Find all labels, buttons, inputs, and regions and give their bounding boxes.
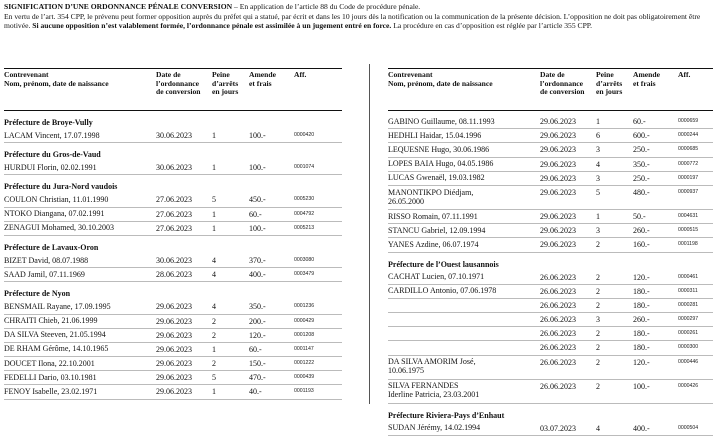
- row-aff: 0001147: [294, 345, 314, 352]
- row-name: SUDAN Jérémy, 14.02.1994: [388, 423, 481, 433]
- row-amende: 60.-: [633, 117, 646, 126]
- row-amende: 180.-: [633, 286, 650, 296]
- header-peine: Peine d’arrêts en jours: [212, 70, 239, 97]
- row-aff: 0000937: [678, 188, 699, 195]
- row-aff: 0000446: [678, 358, 699, 365]
- header-name: Contrevenant Nom, prénom, date de naissance: [388, 70, 493, 88]
- row-peine: 3: [596, 145, 600, 155]
- table-row: [388, 210, 713, 224]
- row-peine: 5: [212, 373, 216, 383]
- table-row: [388, 327, 713, 341]
- row-name: LUCAS Gwenaël, 19.03.1982: [388, 173, 485, 183]
- table-row: [388, 341, 713, 355]
- header-date: Date de l’ordonnance de conversion: [540, 70, 585, 97]
- row-date: 26.06.2023: [540, 381, 576, 391]
- row-peine: 1: [596, 211, 600, 221]
- row-aff: 0001222: [294, 360, 315, 367]
- row-aff: 0000197: [678, 174, 699, 181]
- row-amende: 600.-: [633, 131, 650, 141]
- table-row: [4, 193, 342, 207]
- row-aff: 0000261: [678, 330, 699, 337]
- row-amende: 100.-: [249, 131, 266, 140]
- row-amende: 100.-: [249, 223, 266, 233]
- intro-paragraph: [4, 2, 704, 31]
- row-name: HEDHLI Haidar, 15.04.1996: [388, 130, 482, 140]
- row-amende: 60.-: [249, 344, 262, 354]
- row-amende: 180.-: [633, 343, 650, 353]
- row-peine: 4: [212, 255, 216, 265]
- row-aff: 0000429: [294, 317, 315, 324]
- row-name: COULON Christian, 11.01.1990: [4, 194, 109, 204]
- row-aff: 0000461: [678, 273, 699, 280]
- row-date: 29.06.2023: [540, 211, 576, 221]
- row-date: 29.06.2023: [540, 145, 576, 155]
- row-aff: 0005230: [294, 196, 315, 203]
- intro-title: SIGNIFICATION D’UNE ORDONNANCE PÉNALE CONVERSION: [4, 2, 233, 11]
- row-peine: 5: [212, 195, 216, 205]
- row-aff: 0001193: [294, 388, 314, 395]
- row-aff: 0000685: [678, 146, 699, 153]
- row-date: 27.06.2023: [156, 195, 192, 205]
- row-aff: 0001074: [294, 164, 315, 171]
- row-name: BENSMAIL Rayane, 17.09.1995: [4, 301, 111, 311]
- header-name: Contrevenant Nom, prénom, date de naissance: [4, 70, 109, 88]
- row-date: 27.06.2023: [156, 223, 192, 233]
- row-peine: 3: [596, 226, 600, 236]
- row-aff: 0000297: [678, 316, 699, 323]
- table-row: [4, 357, 342, 371]
- header-amende: Amende et frais: [633, 70, 660, 88]
- table-row: [388, 129, 713, 143]
- row-amende: 40.-: [249, 387, 262, 397]
- table-row: [388, 224, 713, 238]
- row-aff: 0000244: [678, 132, 699, 139]
- row-amende: 160.-: [633, 240, 650, 250]
- row-name: CACHAT Lucien, 07.10.1971: [388, 272, 485, 282]
- table-row: [4, 385, 342, 399]
- row-date: 29.06.2023: [156, 359, 192, 369]
- row-peine: 1: [212, 387, 216, 397]
- row-amende: 480.-: [633, 187, 650, 197]
- row-peine: 1: [212, 223, 216, 233]
- intro-body-2: La procédure en cas d’opposition est réglée par l’article 355 CPP.: [391, 21, 593, 31]
- table-row: [4, 300, 342, 314]
- section-title: Préfecture de Broye-Vully: [4, 118, 93, 127]
- row-amende: 180.-: [633, 329, 650, 339]
- table-row: [388, 115, 713, 129]
- row-aff: 0000311: [678, 287, 698, 294]
- row-amende: 400.-: [633, 423, 650, 433]
- row-aff: 0005213: [294, 224, 315, 231]
- row-date: 29.06.2023: [156, 344, 192, 354]
- intro-title-line: [4, 2, 704, 12]
- row-peine: 2: [212, 316, 216, 326]
- row-date: 29.06.2023: [156, 330, 192, 340]
- row-name: FENOY Isabelle, 23.02.1971: [4, 387, 98, 397]
- row-peine: 6: [596, 131, 600, 141]
- row-aff: 0000504: [678, 424, 699, 431]
- row-name: RISSO Romain, 07.11.1991: [388, 211, 478, 221]
- row-date: 29.06.2023: [540, 117, 576, 126]
- row-peine: 1: [596, 117, 600, 126]
- row-amende: 350.-: [249, 302, 266, 312]
- table-row: [4, 222, 342, 236]
- row-amende: 350.-: [633, 159, 650, 169]
- row-name: MANONTIKPO Diédjam, 26.05.2000: [388, 187, 474, 206]
- row-aff: 0000772: [678, 160, 699, 167]
- row-date: 29.06.2023: [156, 302, 192, 312]
- row-amende: 400.-: [249, 270, 266, 280]
- row-amende: 260.-: [633, 226, 650, 236]
- row-peine: 2: [596, 272, 600, 282]
- header-peine: Peine d’arrêts en jours: [596, 70, 623, 97]
- table-row: [388, 186, 713, 210]
- row-date: 26.06.2023: [540, 272, 576, 282]
- row-date: 26.06.2023: [540, 343, 576, 353]
- row-name: SAAD Jamil, 07.11.1969: [4, 269, 85, 279]
- row-peine: 1: [212, 131, 216, 140]
- row-date: 29.06.2023: [540, 173, 576, 183]
- row-amende: 120.-: [249, 330, 266, 340]
- row-aff: 0004792: [294, 210, 315, 217]
- row-date: 26.06.2023: [540, 300, 576, 310]
- row-amende: 250.-: [633, 145, 650, 155]
- row-amende: 250.-: [633, 173, 650, 183]
- table-row: [388, 143, 713, 157]
- table-row: [388, 356, 713, 380]
- row-peine: 4: [212, 302, 216, 312]
- row-aff: 0001198: [678, 241, 698, 248]
- row-aff: 0001208: [294, 331, 315, 338]
- row-date: 29.06.2023: [540, 226, 576, 236]
- row-date: 30.06.2023: [156, 163, 192, 173]
- row-name: YANES Azdine, 06.07.1974: [388, 239, 479, 249]
- row-peine: 1: [212, 163, 216, 173]
- row-peine: 1: [212, 209, 216, 219]
- table-row: [4, 208, 342, 222]
- row-name: LOPES BAIA Hugo, 04.05.1986: [388, 159, 494, 169]
- section-title: Préfecture de Lavaux-Oron: [4, 242, 99, 252]
- header-date: Date de l’ordonnance de conversion: [156, 70, 201, 97]
- table-row: [388, 238, 713, 252]
- row-amende: 50.-: [633, 211, 646, 221]
- row-amende: 260.-: [633, 315, 650, 325]
- right-column: [388, 68, 713, 436]
- row-peine: 2: [596, 300, 600, 310]
- row-peine: 3: [596, 315, 600, 325]
- row-date: 29.06.2023: [156, 316, 192, 326]
- intro-body: [4, 12, 704, 31]
- row-peine: 1: [212, 344, 216, 354]
- table-row: [388, 285, 713, 299]
- section-title: Préfecture du Jura-Nord vaudois: [4, 182, 118, 192]
- row-peine: 2: [596, 357, 600, 367]
- section-title: Préfecture de l’Ouest lausannois: [388, 259, 499, 269]
- table-row: [4, 371, 342, 385]
- table-row: [4, 315, 342, 329]
- row-name: GABINO Guillaume, 08.11.1993: [388, 116, 495, 126]
- row-peine: 2: [212, 330, 216, 340]
- row-name: BIZET David, 08.07.1988: [4, 255, 89, 265]
- row-aff: 0000439: [294, 374, 315, 381]
- row-name: DE RHAM Gérôme, 14.10.1965: [4, 344, 109, 354]
- header-aff: Aff.: [294, 70, 307, 79]
- row-peine: 4: [212, 270, 216, 280]
- table-row: [4, 161, 342, 175]
- row-aff: 0000281: [678, 301, 699, 308]
- row-date: 26.06.2023: [540, 357, 576, 367]
- table-row: [388, 271, 713, 285]
- section-title: Préfecture du Gros-de-Vaud: [4, 150, 101, 160]
- row-aff: 0001236: [294, 303, 315, 310]
- row-peine: 2: [596, 343, 600, 353]
- row-peine: 2: [596, 381, 600, 391]
- table-header: [388, 68, 713, 111]
- intro-body-bold: Si aucune opposition n’est valablement formée, l’ordonnance pénale est assimilée à un jugement entré en force.: [32, 21, 392, 31]
- row-aff: 0000659: [678, 118, 699, 124]
- row-name: FEDELLI Dario, 03.10.1981: [4, 372, 97, 382]
- table-row: [388, 380, 713, 404]
- table-row: [4, 129, 342, 143]
- table-row: [4, 329, 342, 343]
- section-title: Préfecture Riviera-Pays d’Enhaut: [388, 410, 505, 420]
- table-row: [388, 158, 713, 172]
- row-aff: 0000426: [678, 382, 699, 389]
- row-aff: 0000515: [678, 227, 699, 234]
- row-date: 03.07.2023: [540, 423, 576, 433]
- row-name: CARDILLO Antonio, 07.06.1978: [388, 286, 497, 296]
- intro-title-tail: – En application de l’article 88 du Code de procédure pénale.: [232, 2, 421, 11]
- row-peine: 3: [596, 173, 600, 183]
- row-date: 29.06.2023: [540, 187, 576, 197]
- table-row: [388, 313, 713, 327]
- row-date: 29.06.2023: [156, 373, 192, 383]
- row-name: DA SILVA Steeven, 21.05.1994: [4, 330, 106, 340]
- table-row: [388, 299, 713, 313]
- row-name: LACAM Vincent, 17.07.1998: [4, 130, 100, 140]
- row-name: SILVA FERNANDES Iderline Patricia, 23.03.2001: [388, 381, 480, 400]
- column-divider: [369, 64, 370, 404]
- row-name: ZENAGUI Mohamed, 30.10.2003: [4, 223, 114, 233]
- row-aff: 0003080: [294, 256, 315, 263]
- row-date: 26.06.2023: [540, 286, 576, 296]
- row-date: 29.06.2023: [540, 240, 576, 250]
- left-column: [4, 68, 342, 400]
- row-name: NTOKO Diangana, 07.02.1991: [4, 209, 105, 219]
- row-peine: 4: [596, 423, 600, 433]
- row-aff: 0000300: [678, 344, 699, 351]
- row-peine: 5: [596, 187, 600, 197]
- intro-body-1: En vertu de l’art. 354 CPP, le prévenu peut former opposition auprès du préfet qui a statué, par écrit et dans les 10 jours dès la notification ou la communication de la présente décision. L’opposition ne doit pas obligatoirement être motivée.: [4, 11, 701, 31]
- row-date: 26.06.2023: [540, 329, 576, 339]
- row-peine: 4: [596, 159, 600, 169]
- row-amende: 450.-: [249, 195, 266, 205]
- row-date: 29.06.2023: [540, 131, 576, 141]
- section-title: Préfecture de Nyon: [4, 289, 71, 299]
- row-aff: 0003479: [294, 271, 315, 278]
- row-date: 30.06.2023: [156, 255, 192, 265]
- row-peine: 2: [596, 240, 600, 250]
- row-date: 27.06.2023: [156, 209, 192, 219]
- row-name: CHRAITI Chieb, 21.06.1999: [4, 316, 98, 326]
- row-amende: 150.-: [249, 359, 266, 369]
- row-date: 26.06.2023: [540, 315, 576, 325]
- row-peine: 2: [212, 359, 216, 369]
- table-row: [388, 172, 713, 186]
- row-peine: 2: [596, 329, 600, 339]
- table-row: [4, 343, 342, 357]
- row-amende: 180.-: [633, 300, 650, 310]
- row-amende: 370.-: [249, 255, 266, 265]
- row-date: 30.06.2023: [156, 131, 192, 140]
- row-date: 28.06.2023: [156, 270, 192, 280]
- row-name: STANCU Gabriel, 12.09.1994: [388, 225, 486, 235]
- row-name: DOUCET Ilona, 22.10.2001: [4, 358, 95, 368]
- row-peine: 2: [596, 286, 600, 296]
- row-date: 29.06.2023: [156, 387, 192, 397]
- row-aff: 0004631: [678, 212, 699, 219]
- table-row: [388, 422, 713, 436]
- table-row: [4, 254, 342, 268]
- row-amende: 200.-: [249, 316, 266, 326]
- table-row: [4, 268, 342, 282]
- row-aff: 0000420: [294, 132, 315, 138]
- row-amende: 120.-: [633, 357, 650, 367]
- row-amende: 60.-: [249, 209, 262, 219]
- row-name: DA SILVA AMORIM José, 10.06.1975: [388, 357, 476, 376]
- row-amende: 100.-: [249, 163, 266, 173]
- row-name: LEQUESNE Hugo, 30.06.1986: [388, 144, 490, 154]
- table-header: [4, 68, 342, 111]
- row-amende: 120.-: [633, 272, 650, 282]
- row-amende: 100.-: [633, 381, 650, 391]
- row-amende: 470.-: [249, 373, 266, 383]
- header-amende: Amende et frais: [249, 70, 276, 88]
- row-name: HURDUI Florin, 02.02.1991: [4, 162, 97, 172]
- row-date: 29.06.2023: [540, 159, 576, 169]
- header-aff: Aff.: [678, 70, 691, 79]
